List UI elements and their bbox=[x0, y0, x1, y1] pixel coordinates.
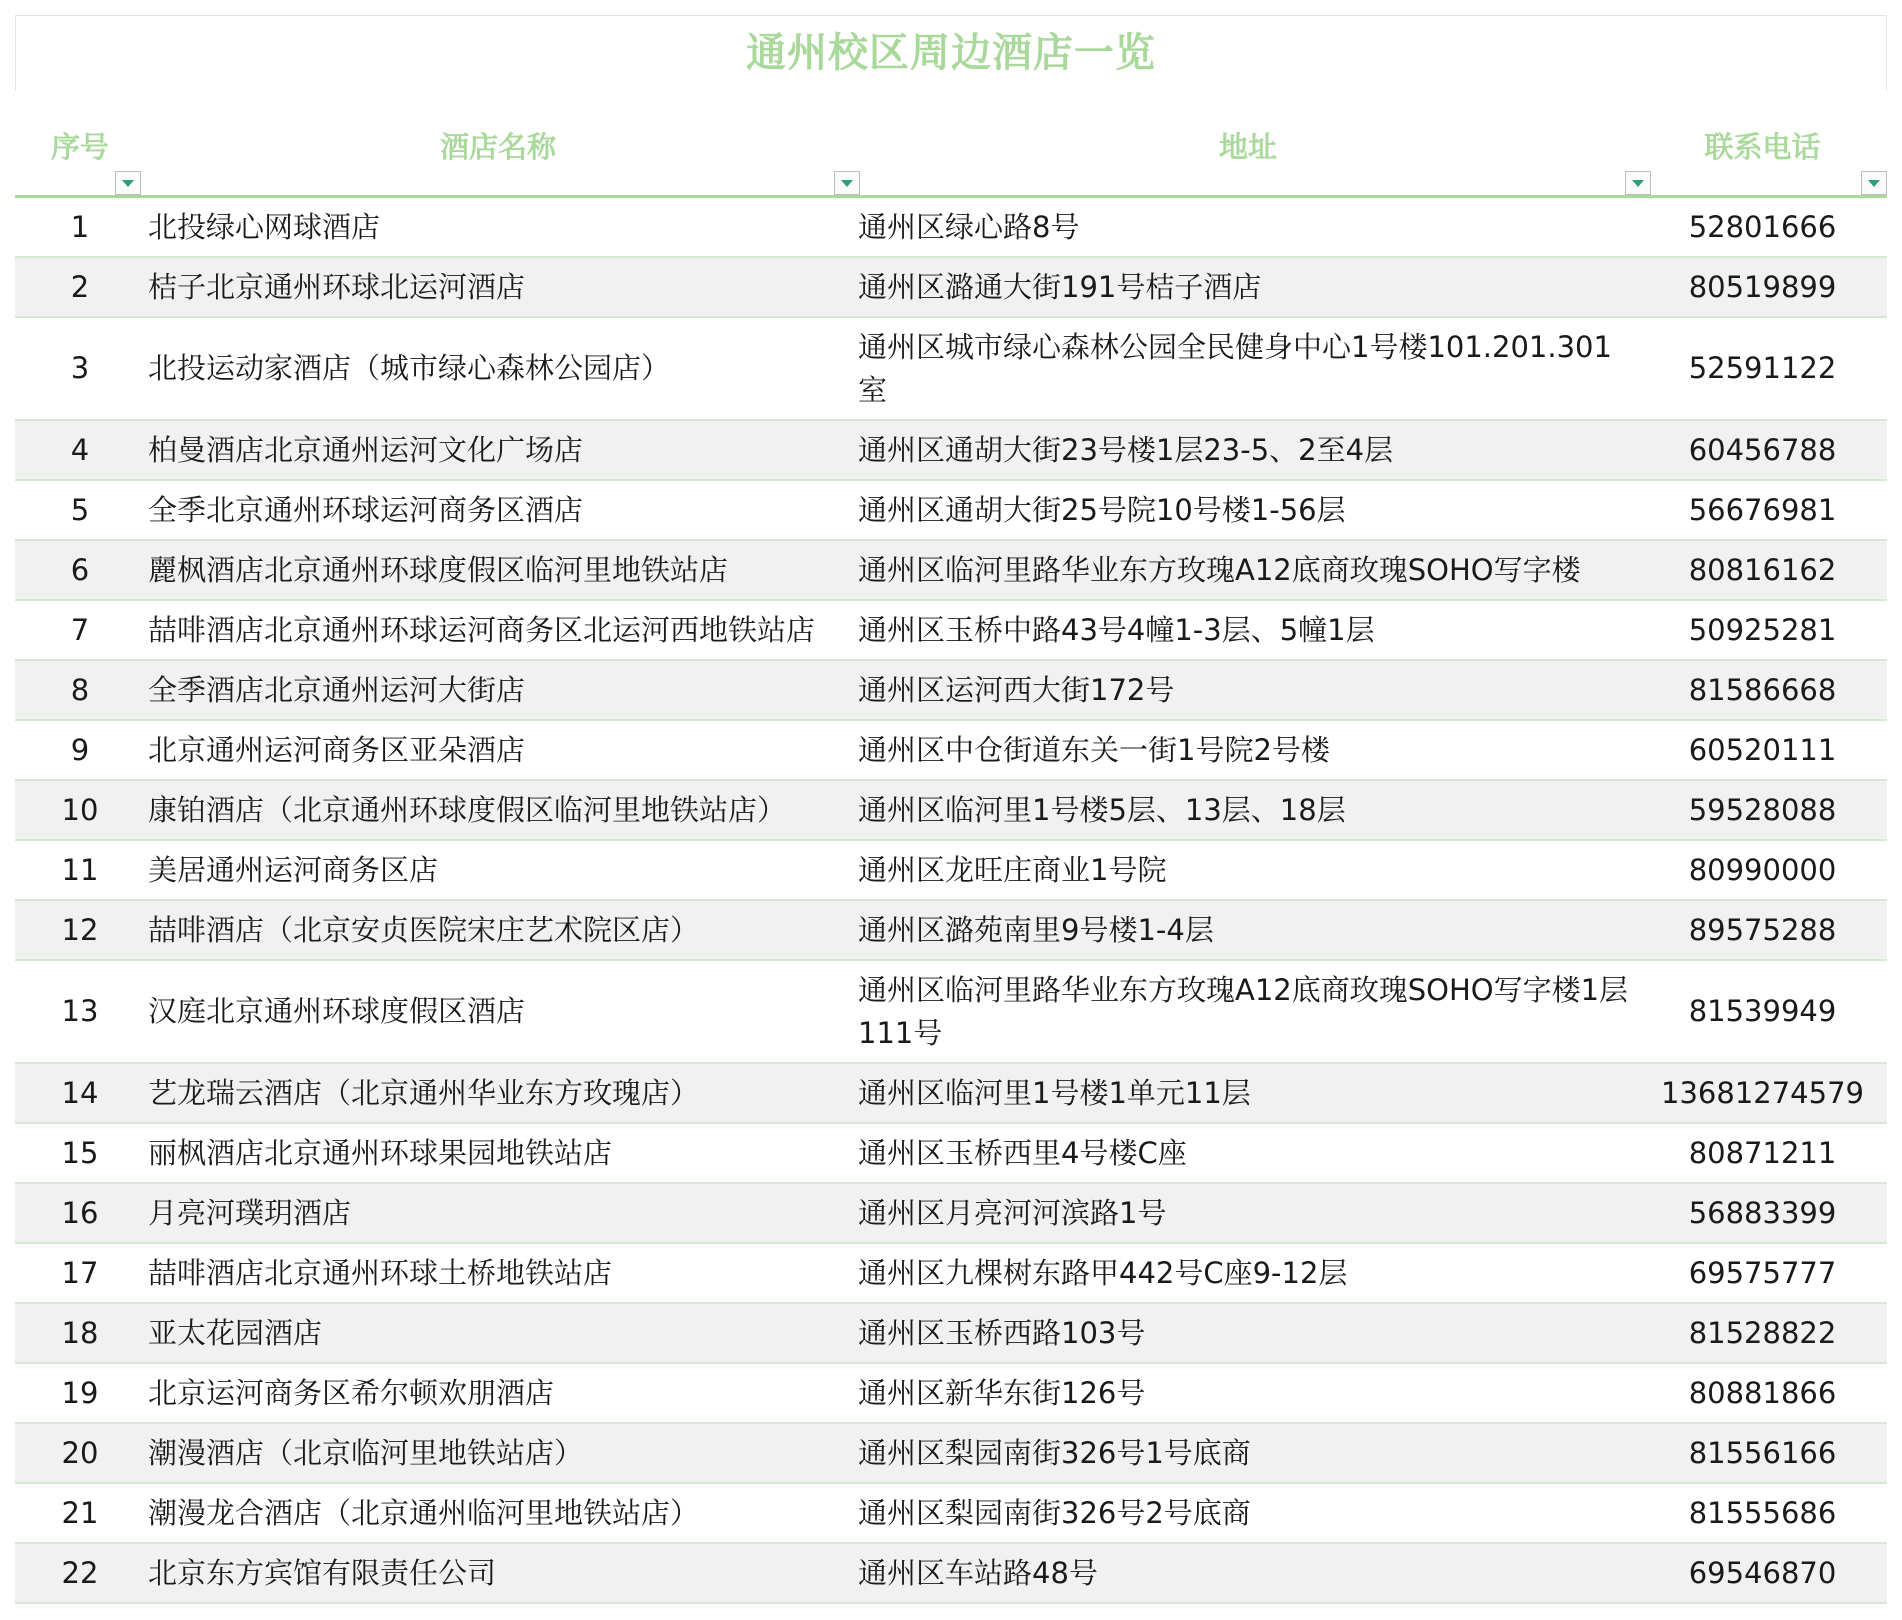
cell-no[interactable]: 21 bbox=[61, 1495, 99, 1530]
cell-hotel-name[interactable]: 丽枫酒店北京通州环球果园地铁站店 bbox=[148, 1135, 613, 1170]
cell-address[interactable]: 通州区通胡大街25号院10号楼1-56层 bbox=[858, 492, 1346, 527]
header-row bbox=[15, 115, 1887, 198]
page-title: 通州校区周边酒店一览 bbox=[746, 30, 1156, 76]
table-row[interactable] bbox=[15, 661, 1887, 721]
cell-no[interactable]: 12 bbox=[61, 912, 99, 947]
cell-no[interactable]: 22 bbox=[61, 1555, 99, 1590]
table-row[interactable] bbox=[15, 721, 1887, 781]
cell-address[interactable]: 通州区车站路48号 bbox=[858, 1555, 1098, 1590]
cell-no[interactable]: 17 bbox=[61, 1255, 99, 1290]
cell-phone[interactable]: 80816162 bbox=[1688, 552, 1837, 587]
cell-no[interactable]: 9 bbox=[70, 732, 90, 767]
cell-no[interactable]: 13 bbox=[61, 994, 99, 1028]
cell-phone[interactable]: 81539949 bbox=[1688, 994, 1837, 1028]
cell-address[interactable]: 通州区临河里路华业东方玫瑰A12底商玫瑰SOHO写字楼1层111号 bbox=[858, 972, 1629, 1050]
cell-hotel-name[interactable]: 柏曼酒店北京通州运河文化广场店 bbox=[148, 432, 584, 467]
cell-address[interactable]: 通州区中仓街道东关一街1号院2号楼 bbox=[858, 732, 1330, 767]
cell-no[interactable]: 4 bbox=[70, 432, 90, 467]
cell-address[interactable]: 通州区城市绿心森林公园全民健身中心1号楼101.201.301室 bbox=[858, 329, 1612, 407]
cell-phone[interactable]: 56883399 bbox=[1688, 1195, 1837, 1230]
cell-hotel-name[interactable]: 美居通州运河商务区店 bbox=[148, 852, 439, 887]
cell-address[interactable]: 通州区玉桥中路43号4幢1-3层、5幢1层 bbox=[858, 612, 1375, 647]
cell-hotel-name[interactable]: 北京运河商务区希尔顿欢朋酒店 bbox=[148, 1375, 555, 1410]
cell-address[interactable]: 通州区龙旺庄商业1号院 bbox=[858, 852, 1167, 887]
cell-address[interactable]: 通州区临河里1号楼1单元11层 bbox=[858, 1075, 1251, 1110]
cell-phone[interactable]: 80990000 bbox=[1688, 852, 1837, 887]
table-row[interactable] bbox=[15, 961, 1887, 1064]
cell-no[interactable]: 18 bbox=[61, 1315, 99, 1350]
cell-phone[interactable]: 69575777 bbox=[1688, 1255, 1837, 1290]
cell-phone[interactable]: 52591122 bbox=[1688, 351, 1837, 385]
cell-address[interactable]: 通州区九棵树东路甲442号C座9-12层 bbox=[858, 1255, 1348, 1290]
cell-hotel-name[interactable]: 喆啡酒店北京通州环球土桥地铁站店 bbox=[148, 1255, 613, 1290]
cell-hotel-name[interactable]: 艺龙瑞云酒店（北京通州华业东方玫瑰店） bbox=[148, 1075, 700, 1110]
cell-hotel-name[interactable]: 全季北京通州环球运河商务区酒店 bbox=[148, 492, 584, 527]
header-cell-name[interactable] bbox=[148, 115, 848, 195]
table-row[interactable] bbox=[15, 1244, 1887, 1304]
header-label-addr: 地址 bbox=[1218, 130, 1277, 164]
cell-address[interactable]: 通州区月亮河河滨路1号 bbox=[858, 1195, 1167, 1230]
cell-hotel-name[interactable]: 月亮河璞玥酒店 bbox=[148, 1195, 352, 1230]
table-row[interactable] bbox=[15, 901, 1887, 961]
cell-phone[interactable]: 59528088 bbox=[1688, 792, 1837, 827]
cell-no[interactable]: 16 bbox=[61, 1195, 99, 1230]
cell-phone[interactable]: 81586668 bbox=[1688, 672, 1837, 707]
header-label-tel: 联系电话 bbox=[1704, 130, 1821, 164]
cell-hotel-name[interactable]: 北投运动家酒店（城市绿心森林公园店） bbox=[148, 351, 671, 385]
cell-phone[interactable]: 89575288 bbox=[1688, 912, 1837, 947]
table-row[interactable] bbox=[15, 1484, 1887, 1544]
table-row[interactable] bbox=[15, 1184, 1887, 1244]
table-row[interactable] bbox=[15, 841, 1887, 901]
cell-hotel-name[interactable]: 桔子北京通州环球北运河酒店 bbox=[148, 269, 526, 304]
table-row[interactable] bbox=[15, 1424, 1887, 1484]
cell-hotel-name[interactable]: 潮漫酒店（北京临河里地铁站店） bbox=[148, 1435, 584, 1470]
table-row[interactable] bbox=[15, 541, 1887, 601]
cell-phone[interactable]: 60456788 bbox=[1688, 432, 1837, 467]
cell-phone[interactable]: 80881866 bbox=[1688, 1375, 1837, 1410]
cell-no[interactable]: 11 bbox=[61, 852, 99, 887]
cell-no[interactable]: 15 bbox=[61, 1135, 99, 1170]
table-row[interactable] bbox=[15, 1124, 1887, 1184]
cell-address[interactable]: 通州区新华东街126号 bbox=[858, 1375, 1146, 1410]
cell-address[interactable]: 通州区梨园南街326号1号底商 bbox=[858, 1435, 1251, 1470]
cell-hotel-name[interactable]: 亚太花园酒店 bbox=[148, 1315, 323, 1350]
table-row[interactable] bbox=[15, 421, 1887, 481]
table-row[interactable] bbox=[15, 258, 1887, 318]
table-row[interactable] bbox=[15, 1064, 1887, 1124]
cell-hotel-name[interactable]: 麗枫酒店北京通州环球度假区临河里地铁站店 bbox=[148, 552, 729, 587]
cell-no[interactable]: 1 bbox=[70, 209, 90, 244]
cell-no[interactable]: 8 bbox=[70, 672, 90, 707]
table-row[interactable] bbox=[15, 1364, 1887, 1424]
cell-phone[interactable]: 80871211 bbox=[1688, 1135, 1837, 1170]
cell-hotel-name[interactable]: 北京东方宾馆有限责任公司 bbox=[148, 1555, 497, 1590]
cell-hotel-name[interactable]: 汉庭北京通州环球度假区酒店 bbox=[148, 994, 526, 1028]
cell-phone[interactable]: 50925281 bbox=[1688, 612, 1837, 647]
cell-no[interactable]: 2 bbox=[70, 269, 90, 304]
cell-no[interactable]: 10 bbox=[61, 792, 99, 827]
cell-no[interactable]: 19 bbox=[61, 1375, 99, 1410]
cell-address[interactable]: 通州区临河里路华业东方玫瑰A12底商玫瑰SOHO写字楼 bbox=[858, 552, 1581, 587]
cell-address[interactable]: 通州区梨园南街326号2号底商 bbox=[858, 1495, 1251, 1530]
header-cell-no[interactable] bbox=[15, 115, 145, 195]
header-label-name: 酒店名称 bbox=[439, 130, 556, 164]
table-row[interactable] bbox=[15, 198, 1887, 258]
cell-phone[interactable]: 80519899 bbox=[1688, 269, 1837, 304]
cell-phone[interactable]: 69546870 bbox=[1688, 1555, 1837, 1590]
table-body bbox=[15, 198, 1887, 1604]
cell-hotel-name[interactable]: 全季酒店北京通州运河大街店 bbox=[148, 672, 526, 707]
title-cell[interactable] bbox=[15, 15, 1887, 91]
table-row[interactable] bbox=[15, 601, 1887, 661]
cell-address[interactable]: 通州区玉桥西路103号 bbox=[858, 1315, 1146, 1350]
cell-no[interactable]: 14 bbox=[61, 1075, 99, 1110]
cell-phone[interactable]: 52801666 bbox=[1688, 209, 1837, 244]
table-row[interactable] bbox=[15, 318, 1887, 421]
cell-no[interactable]: 7 bbox=[70, 612, 90, 647]
cell-no[interactable]: 20 bbox=[61, 1435, 99, 1470]
cell-no[interactable]: 6 bbox=[70, 552, 90, 587]
cell-phone[interactable]: 81528822 bbox=[1688, 1315, 1837, 1350]
table-row[interactable] bbox=[15, 781, 1887, 841]
cell-no[interactable]: 5 bbox=[70, 492, 90, 527]
header-label-no: 序号 bbox=[50, 130, 109, 164]
table-row[interactable] bbox=[15, 1544, 1887, 1604]
cell-phone[interactable]: 81555686 bbox=[1688, 1495, 1837, 1530]
cell-hotel-name[interactable]: 喆啡酒店（北京安贞医院宋庄艺术院区店） bbox=[148, 912, 700, 947]
cell-address[interactable]: 通州区潞苑南里9号楼1-4层 bbox=[858, 912, 1214, 947]
cell-hotel-name[interactable]: 北京通州运河商务区亚朵酒店 bbox=[148, 732, 526, 767]
cell-hotel-name[interactable]: 潮漫龙合酒店（北京通州临河里地铁站店） bbox=[148, 1495, 700, 1530]
cell-phone[interactable]: 13681274579 bbox=[1661, 1075, 1864, 1110]
table-row[interactable] bbox=[15, 481, 1887, 541]
cell-phone[interactable]: 60520111 bbox=[1688, 732, 1837, 767]
cell-address[interactable]: 通州区玉桥西里4号楼C座 bbox=[858, 1135, 1187, 1170]
filter-dropdown-name-icon[interactable] bbox=[834, 171, 860, 195]
cell-address[interactable]: 通州区绿心路8号 bbox=[858, 209, 1080, 244]
cell-address[interactable]: 通州区临河里1号楼5层、13层、18层 bbox=[858, 792, 1346, 827]
cell-address[interactable]: 通州区运河西大街172号 bbox=[858, 672, 1175, 707]
header-cell-tel[interactable] bbox=[1638, 115, 1887, 195]
cell-hotel-name[interactable]: 康铂酒店（北京通州环球度假区临河里地铁站店） bbox=[148, 792, 787, 827]
cell-address[interactable]: 通州区通胡大街23号楼1层23-5、2至4层 bbox=[858, 432, 1394, 467]
cell-address[interactable]: 通州区潞通大街191号桔子酒店 bbox=[858, 269, 1262, 304]
sheet-title-area bbox=[15, 15, 1887, 91]
table-row[interactable] bbox=[15, 1304, 1887, 1364]
cell-phone[interactable]: 81556166 bbox=[1688, 1435, 1837, 1470]
filter-dropdown-tel-icon[interactable] bbox=[1861, 171, 1887, 195]
header-cell-addr[interactable] bbox=[858, 115, 1638, 195]
cell-phone[interactable]: 56676981 bbox=[1688, 492, 1837, 527]
cell-no[interactable]: 3 bbox=[70, 351, 90, 385]
filter-dropdown-no-icon[interactable] bbox=[115, 171, 141, 195]
cell-hotel-name[interactable]: 北投绿心网球酒店 bbox=[148, 209, 381, 244]
cell-hotel-name[interactable]: 喆啡酒店北京通州环球运河商务区北运河西地铁站店 bbox=[148, 612, 816, 647]
